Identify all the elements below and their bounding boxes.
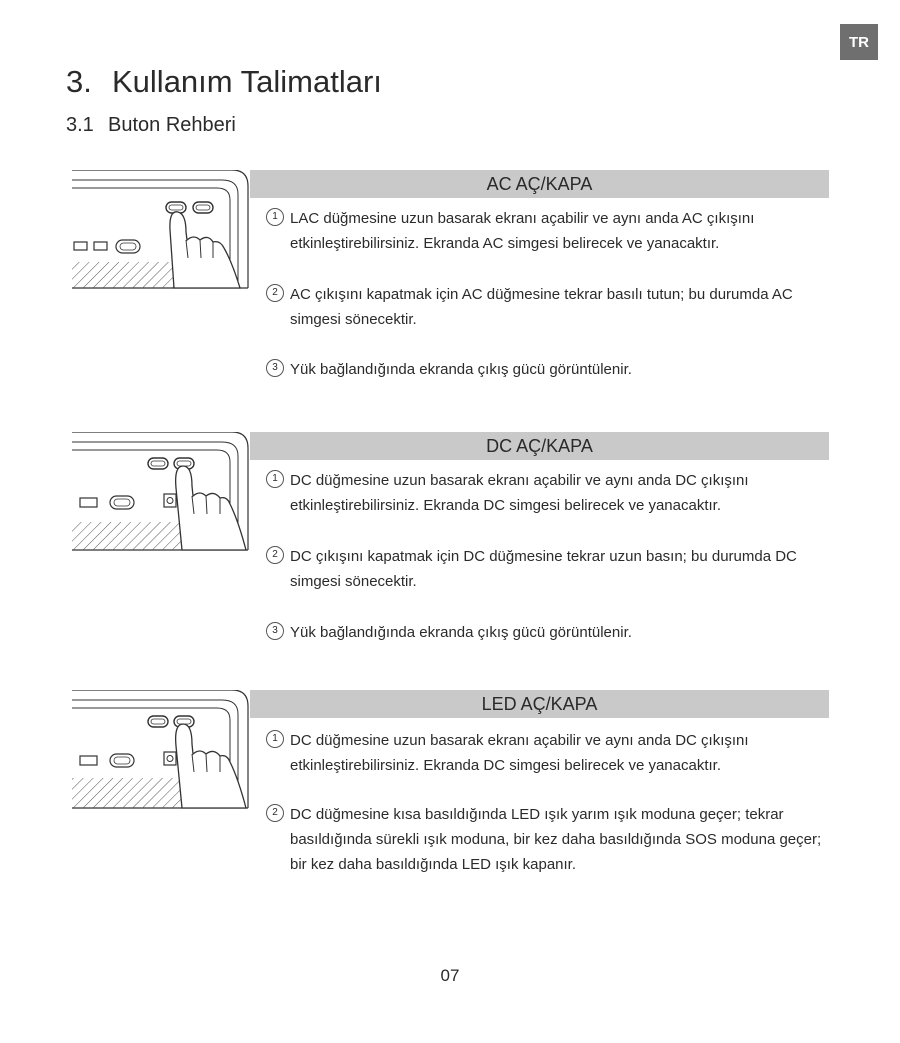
instruction-text: DC düğmesine uzun basarak ekranı açabilir ve aynı anda DC çıkışını etkinleştirebilirsiniz. Ekranda DC simgesi belirecek ve yanacaktır. bbox=[290, 472, 749, 514]
instruction-text: Yük bağlandığında ekranda çıkış gücü görüntülenir. bbox=[290, 361, 632, 378]
instruction-text: LAC düğmesine uzun basarak ekranı açabilir ve aynı anda AC çıkışını etkinleştirebilirsiniz. Ekranda AC simgesi belirecek ve yanacaktır. bbox=[290, 210, 755, 252]
section-number: 3.1 bbox=[66, 114, 94, 136]
chapter-title bbox=[66, 64, 382, 100]
chapter-number: 3. bbox=[66, 64, 92, 99]
step-number-marker: 2 bbox=[266, 546, 284, 564]
step-number-marker: 3 bbox=[266, 359, 284, 377]
block-header: LED AÇ/KAPA bbox=[250, 690, 829, 718]
step-number-marker: 1 bbox=[266, 470, 284, 488]
led-button-illustration bbox=[72, 690, 250, 810]
instruction-text: DC düğmesine uzun basarak ekranı açabilir ve aynı anda DC çıkışını etkinleştirebilirsiniz. Ekranda DC simgesi belirecek ve yanacaktır. bbox=[290, 732, 749, 774]
language-badge: TR bbox=[840, 24, 878, 60]
ac-button-illustration bbox=[72, 170, 250, 290]
instruction-item bbox=[266, 357, 826, 382]
step-number-marker: 1 bbox=[266, 208, 284, 226]
step-number-marker: 1 bbox=[266, 730, 284, 748]
step-number-marker: 2 bbox=[266, 804, 284, 822]
block-header: DC AÇ/KAPA bbox=[250, 432, 829, 460]
instruction-item bbox=[266, 206, 826, 256]
page-number: 07 bbox=[440, 966, 460, 985]
instruction-item bbox=[266, 802, 826, 877]
instruction-text: DC çıkışını kapatmak için DC düğmesine tekrar uzun basın; bu durumda DC simgesi sönecektir. bbox=[290, 548, 797, 590]
instruction-text: AC çıkışını kapatmak için AC düğmesine tekrar basılı tutun; bu durumda AC simgesi sönecektir. bbox=[290, 286, 793, 328]
dc-button-illustration bbox=[72, 432, 250, 552]
section-title bbox=[66, 114, 236, 137]
step-number-marker: 2 bbox=[266, 284, 284, 302]
instruction-text: Yük bağlandığında ekranda çıkış gücü görüntülenir. bbox=[290, 624, 632, 641]
instruction-item bbox=[266, 728, 826, 778]
instruction-item bbox=[266, 282, 826, 332]
chapter-title-text: Kullanım Talimatları bbox=[112, 64, 382, 99]
block-header: AC AÇ/KAPA bbox=[250, 170, 829, 198]
instruction-item bbox=[266, 620, 826, 645]
instruction-text: DC düğmesine kısa basıldığında LED ışık yarım ışık moduna geçer; tekrar basıldığında sürekli ışık moduna, bir kez daha basıldığında SOS moduna geçer; bir kez daha basıldığında LED ışık kapanır. bbox=[290, 806, 822, 873]
instruction-item bbox=[266, 468, 826, 518]
section-title-text: Buton Rehberi bbox=[108, 114, 236, 136]
step-number-marker: 3 bbox=[266, 622, 284, 640]
instruction-item bbox=[266, 544, 826, 594]
